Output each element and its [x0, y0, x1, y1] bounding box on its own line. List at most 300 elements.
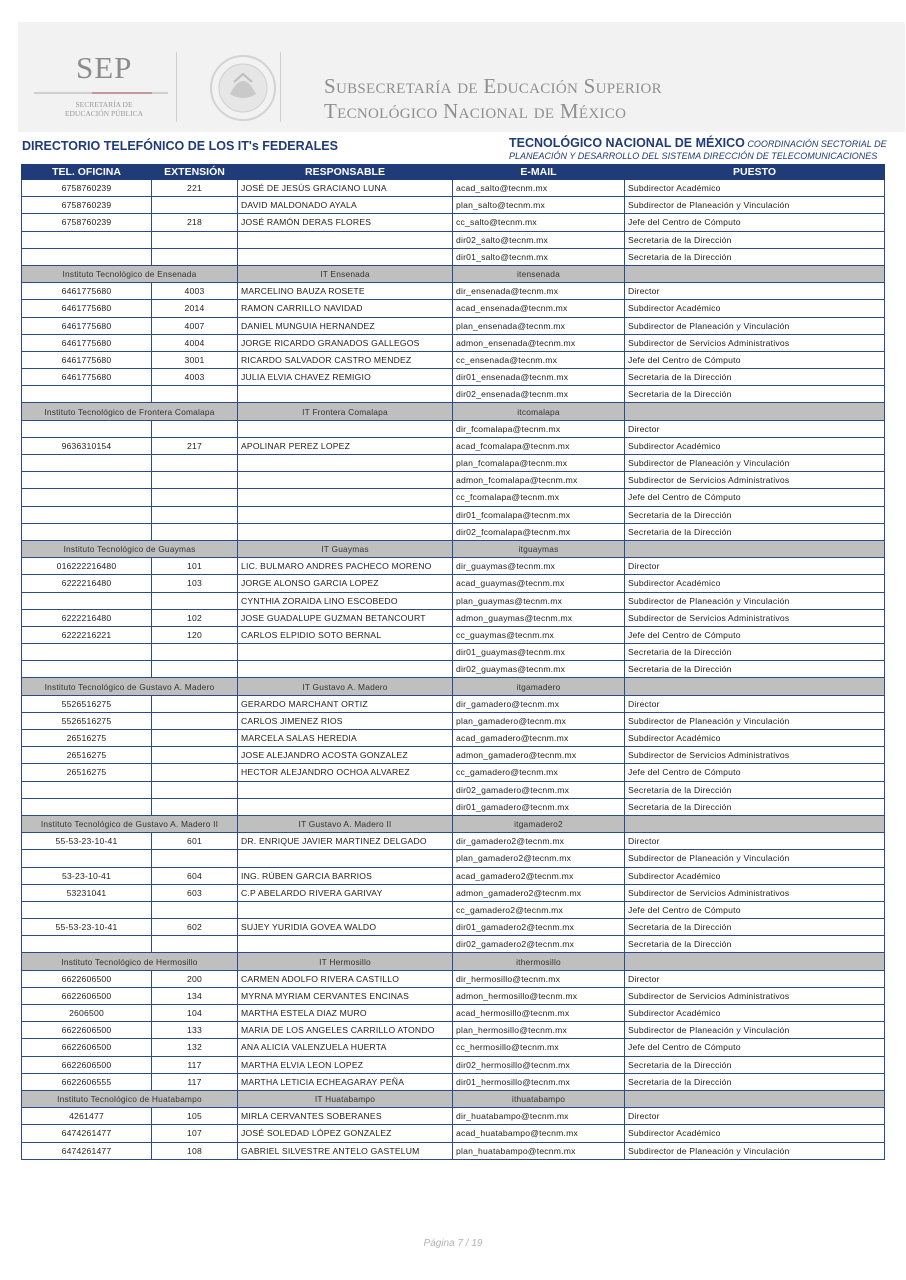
- cell-ext: 4003: [152, 369, 238, 386]
- table-row: [22, 712, 885, 729]
- col-header-email: E-MAIL: [453, 165, 625, 180]
- cell-tel: [22, 420, 152, 437]
- cell-email: dir01_fcomalapa@tecnm.mx: [453, 506, 625, 523]
- cell-email: dir_ensenada@tecnm.mx: [453, 283, 625, 300]
- cell-ext: 104: [152, 1005, 238, 1022]
- cell-puesto: Director: [625, 283, 885, 300]
- organization-block: [509, 137, 889, 162]
- institute-empty-cell: [625, 265, 885, 282]
- cell-puesto: Director: [625, 558, 885, 575]
- header-banner: [18, 22, 905, 132]
- cell-puesto: Subdirector Académico: [625, 1125, 885, 1142]
- table-body: [22, 180, 885, 1160]
- cell-email: dir02_guaymas@tecnm.mx: [453, 661, 625, 678]
- cell-puesto: Jefe del Centro de Cómputo: [625, 214, 885, 231]
- cell-tel: 6622606555: [22, 1073, 152, 1090]
- cell-responsable: CARMEN ADOLFO RIVERA CASTILLO: [238, 970, 453, 987]
- cell-responsable: MARTHA ELVIA LEON LOPEZ: [238, 1056, 453, 1073]
- table-row: [22, 248, 885, 265]
- col-header-responsable: RESPONSABLE: [238, 165, 453, 180]
- cell-email: admon_guaymas@tecnm.mx: [453, 609, 625, 626]
- table-row: [22, 283, 885, 300]
- table-row: [22, 867, 885, 884]
- cell-puesto: Secretaria de la Dirección: [625, 386, 885, 403]
- cell-puesto: Subdirector de Planeación y Vinculación: [625, 197, 885, 214]
- cell-responsable: JORGE RICARDO GRANADOS GALLEGOS: [238, 334, 453, 351]
- institute-it-name: IT Huatabampo: [238, 1090, 453, 1107]
- institute-name: Instituto Tecnológico de Gustavo A. Madero II: [22, 815, 238, 832]
- cell-responsable: JORGE ALONSO GARCIA LOPEZ: [238, 575, 453, 592]
- institute-header-row: [22, 953, 885, 970]
- cell-ext: 217: [152, 437, 238, 454]
- cell-ext: 134: [152, 987, 238, 1004]
- cell-ext: [152, 695, 238, 712]
- sep-logo-rule-accent: [92, 92, 152, 94]
- cell-email: admon_hermosillo@tecnm.mx: [453, 987, 625, 1004]
- cell-ext: 117: [152, 1073, 238, 1090]
- cell-tel: 6622606500: [22, 1056, 152, 1073]
- cell-responsable: [238, 386, 453, 403]
- cell-tel: [22, 798, 152, 815]
- cell-responsable: JOSÉ RAMÓN DERAS FLORES: [238, 214, 453, 231]
- cell-tel: 53-23-10-41: [22, 867, 152, 884]
- cell-tel: 26516275: [22, 730, 152, 747]
- col-header-tel: TEL. OFICINA: [22, 165, 152, 180]
- cell-ext: [152, 901, 238, 918]
- cell-tel: 2606500: [22, 1005, 152, 1022]
- cell-email: dir_guaymas@tecnm.mx: [453, 558, 625, 575]
- subsecretaria-line2: Tecnológico Nacional de México: [324, 99, 627, 123]
- cell-email: admon_gamadero@tecnm.mx: [453, 747, 625, 764]
- cell-ext: [152, 489, 238, 506]
- institute-empty-cell: [625, 1090, 885, 1107]
- institute-header-row: [22, 540, 885, 557]
- cell-ext: 218: [152, 214, 238, 231]
- cell-responsable: [238, 644, 453, 661]
- institute-empty-cell: [625, 403, 885, 420]
- sep-logo-sub-line1: SECRETARÍA DE: [75, 100, 133, 109]
- institute-code: itgamadero2: [453, 815, 625, 832]
- table-row: [22, 1125, 885, 1142]
- cell-responsable: [238, 420, 453, 437]
- table-row: [22, 987, 885, 1004]
- cell-tel: 55-53-23-10-41: [22, 919, 152, 936]
- cell-tel: 6461775680: [22, 334, 152, 351]
- cell-tel: 6758760239: [22, 197, 152, 214]
- cell-puesto: Secretaria de la Dirección: [625, 1073, 885, 1090]
- cell-tel: [22, 506, 152, 523]
- cell-ext: 108: [152, 1142, 238, 1159]
- cell-email: dir02_ensenada@tecnm.mx: [453, 386, 625, 403]
- cell-email: cc_salto@tecnm.mx: [453, 214, 625, 231]
- cell-responsable: JOSE ALEJANDRO ACOSTA GONZALEZ: [238, 747, 453, 764]
- cell-responsable: CARLOS ELPIDIO SOTO BERNAL: [238, 626, 453, 643]
- institute-name: Instituto Tecnológico de Guaymas: [22, 540, 238, 557]
- cell-responsable: [238, 455, 453, 472]
- institute-name: Instituto Tecnológico de Huatabampo: [22, 1090, 238, 1107]
- cell-responsable: GERARDO MARCHANT ORTIZ: [238, 695, 453, 712]
- cell-puesto: Director: [625, 833, 885, 850]
- cell-responsable: [238, 781, 453, 798]
- cell-puesto: Jefe del Centro de Cómputo: [625, 351, 885, 368]
- cell-puesto: Subdirector de Planeación y Vinculación: [625, 712, 885, 729]
- cell-email: dir01_gamadero@tecnm.mx: [453, 798, 625, 815]
- cell-responsable: MARCELINO BAUZA ROSETE: [238, 283, 453, 300]
- title-divider: [280, 52, 281, 122]
- cell-puesto: Secretaria de la Dirección: [625, 798, 885, 815]
- cell-email: cc_guaymas@tecnm.mx: [453, 626, 625, 643]
- institute-header-row: [22, 265, 885, 282]
- cell-ext: [152, 644, 238, 661]
- cell-ext: [152, 764, 238, 781]
- cell-email: dir02_hermosillo@tecnm.mx: [453, 1056, 625, 1073]
- table-row: [22, 644, 885, 661]
- cell-puesto: Subdirector Académico: [625, 867, 885, 884]
- col-header-puesto: PUESTO: [625, 165, 885, 180]
- cell-email: acad_ensenada@tecnm.mx: [453, 300, 625, 317]
- table-row: [22, 558, 885, 575]
- cell-responsable: MARIA DE LOS ANGELES CARRILLO ATONDO: [238, 1022, 453, 1039]
- table-row: [22, 1039, 885, 1056]
- cell-ext: 4007: [152, 317, 238, 334]
- cell-puesto: Subdirector de Servicios Administrativos: [625, 334, 885, 351]
- cell-puesto: Subdirector Académico: [625, 1005, 885, 1022]
- cell-tel: [22, 455, 152, 472]
- subsecretaria-line1: Subsecretaría de Educación Superior: [324, 74, 662, 98]
- table-row: [22, 420, 885, 437]
- cell-ext: [152, 455, 238, 472]
- table-row: [22, 919, 885, 936]
- cell-responsable: [238, 489, 453, 506]
- cell-tel: 6461775680: [22, 369, 152, 386]
- cell-email: plan_huatabampo@tecnm.mx: [453, 1142, 625, 1159]
- cell-ext: 117: [152, 1056, 238, 1073]
- sep-logo-sub-line2: EDUCACIÓN PÚBLICA: [64, 109, 144, 118]
- institute-header-row: [22, 1090, 885, 1107]
- cell-tel: 6622606500: [22, 987, 152, 1004]
- cell-responsable: DANIEL MUNGUIA HERNANDEZ: [238, 317, 453, 334]
- cell-puesto: Secretaria de la Dirección: [625, 248, 885, 265]
- cell-puesto: Secretaria de la Dirección: [625, 781, 885, 798]
- cell-email: plan_hermosillo@tecnm.mx: [453, 1022, 625, 1039]
- cell-tel: [22, 592, 152, 609]
- cell-tel: [22, 472, 152, 489]
- institute-code: itgamadero: [453, 678, 625, 695]
- cell-tel: 016222216480: [22, 558, 152, 575]
- table-row: [22, 901, 885, 918]
- cell-responsable: [238, 472, 453, 489]
- table-row: [22, 575, 885, 592]
- institute-empty-cell: [625, 815, 885, 832]
- table-row: [22, 833, 885, 850]
- cell-responsable: [238, 248, 453, 265]
- cell-ext: 103: [152, 575, 238, 592]
- org-sub-line1: COORDINACIÓN SECTORIAL DE: [747, 139, 887, 149]
- cell-email: acad_gamadero@tecnm.mx: [453, 730, 625, 747]
- institute-header-row: [22, 403, 885, 420]
- institute-it-name: IT Ensenada: [238, 265, 453, 282]
- cell-email: dir_gamadero2@tecnm.mx: [453, 833, 625, 850]
- table-row: [22, 798, 885, 815]
- cell-email: dir01_gamadero2@tecnm.mx: [453, 919, 625, 936]
- table-row: [22, 317, 885, 334]
- sep-logo-subtitle: [54, 100, 154, 118]
- cell-responsable: GABRIEL SILVESTRE ANTELO GASTELUM: [238, 1142, 453, 1159]
- table-row: [22, 300, 885, 317]
- cell-tel: 6222216221: [22, 626, 152, 643]
- cell-email: dir01_salto@tecnm.mx: [453, 248, 625, 265]
- cell-responsable: RICARDO SALVADOR CASTRO MENDEZ: [238, 351, 453, 368]
- institute-it-name: IT Frontera Comalapa: [238, 403, 453, 420]
- cell-puesto: Subdirector de Servicios Administrativos: [625, 987, 885, 1004]
- cell-puesto: Subdirector de Planeación y Vinculación: [625, 1142, 885, 1159]
- cell-responsable: RAMON CARRILLO NAVIDAD: [238, 300, 453, 317]
- cell-responsable: LIC. BULMARO ANDRES PACHECO MORENO: [238, 558, 453, 575]
- cell-puesto: Secretaria de la Dirección: [625, 936, 885, 953]
- cell-ext: [152, 248, 238, 265]
- table-row: [22, 1108, 885, 1125]
- cell-puesto: Secretaria de la Dirección: [625, 231, 885, 248]
- cell-ext: 2014: [152, 300, 238, 317]
- cell-email: cc_fcomalapa@tecnm.mx: [453, 489, 625, 506]
- cell-tel: [22, 489, 152, 506]
- cell-puesto: Jefe del Centro de Cómputo: [625, 764, 885, 781]
- cell-ext: [152, 661, 238, 678]
- logo-divider: [176, 52, 177, 122]
- table-row: [22, 489, 885, 506]
- org-sub-line2: PLANEACIÓN Y DESARROLLO DEL SISTEMA DIRECCIÓN DE TELECOMUNICACIONES: [509, 151, 878, 161]
- cell-ext: 604: [152, 867, 238, 884]
- table-row: [22, 506, 885, 523]
- col-header-ext: EXTENSIÓN: [152, 165, 238, 180]
- cell-puesto: Subdirector Académico: [625, 437, 885, 454]
- table-row: [22, 523, 885, 540]
- national-seal-icon: [208, 48, 278, 128]
- cell-tel: [22, 781, 152, 798]
- cell-tel: [22, 523, 152, 540]
- table-row: [22, 970, 885, 987]
- cell-email: admon_gamadero2@tecnm.mx: [453, 884, 625, 901]
- table-row: [22, 695, 885, 712]
- cell-tel: 6758760239: [22, 180, 152, 197]
- cell-tel: 5526516275: [22, 695, 152, 712]
- cell-tel: [22, 850, 152, 867]
- cell-email: dir01_hermosillo@tecnm.mx: [453, 1073, 625, 1090]
- institute-code: ithuatabampo: [453, 1090, 625, 1107]
- cell-responsable: JULIA ELVIA CHAVEZ REMIGIO: [238, 369, 453, 386]
- org-name: TECNOLÓGICO NACIONAL DE MÉXICO: [509, 136, 745, 150]
- cell-puesto: Subdirector de Planeación y Vinculación: [625, 317, 885, 334]
- table-row: [22, 1022, 885, 1039]
- cell-tel: 4261477: [22, 1108, 152, 1125]
- cell-responsable: [238, 506, 453, 523]
- cell-tel: 6461775680: [22, 283, 152, 300]
- institute-code: itensenada: [453, 265, 625, 282]
- table-row: [22, 884, 885, 901]
- table-row: [22, 1056, 885, 1073]
- cell-email: acad_hermosillo@tecnm.mx: [453, 1005, 625, 1022]
- cell-puesto: Subdirector de Servicios Administrativos: [625, 884, 885, 901]
- cell-puesto: Subdirector de Planeación y Vinculación: [625, 455, 885, 472]
- cell-puesto: Secretaria de la Dirección: [625, 369, 885, 386]
- cell-ext: [152, 197, 238, 214]
- cell-responsable: [238, 231, 453, 248]
- cell-puesto: Subdirector de Servicios Administrativos: [625, 609, 885, 626]
- cell-ext: 105: [152, 1108, 238, 1125]
- cell-puesto: Subdirector Académico: [625, 730, 885, 747]
- cell-email: plan_gamadero@tecnm.mx: [453, 712, 625, 729]
- cell-puesto: Subdirector de Planeación y Vinculación: [625, 850, 885, 867]
- cell-email: cc_ensenada@tecnm.mx: [453, 351, 625, 368]
- cell-puesto: Jefe del Centro de Cómputo: [625, 489, 885, 506]
- cell-puesto: Subdirector de Planeación y Vinculación: [625, 592, 885, 609]
- cell-email: dir_fcomalapa@tecnm.mx: [453, 420, 625, 437]
- cell-tel: 55-53-23-10-41: [22, 833, 152, 850]
- cell-tel: 6622606500: [22, 970, 152, 987]
- cell-responsable: ING. RÚBEN GARCIA BARRIOS: [238, 867, 453, 884]
- institute-name: Instituto Tecnológico de Hermosillo: [22, 953, 238, 970]
- cell-responsable: ANA ALICIA VALENZUELA HUERTA: [238, 1039, 453, 1056]
- cell-email: dir01_ensenada@tecnm.mx: [453, 369, 625, 386]
- table-header-row: [22, 165, 885, 180]
- cell-email: acad_salto@tecnm.mx: [453, 180, 625, 197]
- cell-email: dir01_guaymas@tecnm.mx: [453, 644, 625, 661]
- cell-tel: 6461775680: [22, 351, 152, 368]
- cell-ext: 200: [152, 970, 238, 987]
- cell-tel: 6461775680: [22, 300, 152, 317]
- institute-name: Instituto Tecnológico de Ensenada: [22, 265, 238, 282]
- cell-email: acad_fcomalapa@tecnm.mx: [453, 437, 625, 454]
- cell-ext: [152, 936, 238, 953]
- cell-tel: 9636310154: [22, 437, 152, 454]
- cell-tel: [22, 248, 152, 265]
- cell-puesto: Subdirector de Servicios Administrativos: [625, 747, 885, 764]
- cell-responsable: MYRNA MYRIAM CERVANTES ENCINAS: [238, 987, 453, 1004]
- cell-puesto: Subdirector Académico: [625, 575, 885, 592]
- cell-email: acad_huatabampo@tecnm.mx: [453, 1125, 625, 1142]
- cell-puesto: Secretaria de la Dirección: [625, 1056, 885, 1073]
- cell-ext: [152, 592, 238, 609]
- cell-puesto: Secretaria de la Dirección: [625, 506, 885, 523]
- table-row: [22, 1005, 885, 1022]
- institute-it-name: IT Gustavo A. Madero II: [238, 815, 453, 832]
- cell-tel: 6461775680: [22, 317, 152, 334]
- cell-ext: 601: [152, 833, 238, 850]
- cell-email: dir02_gamadero@tecnm.mx: [453, 781, 625, 798]
- cell-ext: 101: [152, 558, 238, 575]
- cell-responsable: DAVID MALDONADO AYALA: [238, 197, 453, 214]
- subsecretaria-title: [324, 74, 662, 124]
- cell-responsable: HECTOR ALEJANDRO OCHOA ALVAREZ: [238, 764, 453, 781]
- cell-ext: [152, 850, 238, 867]
- cell-tel: 26516275: [22, 747, 152, 764]
- table-row: [22, 661, 885, 678]
- cell-email: plan_salto@tecnm.mx: [453, 197, 625, 214]
- table-row: [22, 197, 885, 214]
- cell-email: dir02_gamadero2@tecnm.mx: [453, 936, 625, 953]
- cell-email: admon_ensenada@tecnm.mx: [453, 334, 625, 351]
- cell-tel: 6622606500: [22, 1039, 152, 1056]
- cell-ext: [152, 747, 238, 764]
- cell-ext: 4003: [152, 283, 238, 300]
- institute-code: itcomalapa: [453, 403, 625, 420]
- cell-ext: 602: [152, 919, 238, 936]
- cell-tel: 6474261477: [22, 1142, 152, 1159]
- cell-responsable: MARCELA SALAS HEREDIA: [238, 730, 453, 747]
- cell-email: acad_guaymas@tecnm.mx: [453, 575, 625, 592]
- cell-tel: 6622606500: [22, 1022, 152, 1039]
- cell-puesto: Secretaria de la Dirección: [625, 644, 885, 661]
- table-row: [22, 1142, 885, 1159]
- institute-it-name: IT Gustavo A. Madero: [238, 678, 453, 695]
- table-row: [22, 437, 885, 454]
- cell-ext: 3001: [152, 351, 238, 368]
- cell-responsable: JOSE GUADALUPE GUZMAN BETANCOURT: [238, 609, 453, 626]
- cell-puesto: Subdirector de Planeación y Vinculación: [625, 1022, 885, 1039]
- cell-responsable: DR. ENRIQUE JAVIER MARTINEZ DELGADO: [238, 833, 453, 850]
- cell-tel: [22, 386, 152, 403]
- cell-ext: [152, 386, 238, 403]
- table-row: [22, 764, 885, 781]
- institute-empty-cell: [625, 540, 885, 557]
- cell-puesto: Jefe del Centro de Cómputo: [625, 626, 885, 643]
- document-title: DIRECTORIO TELEFÓNICO DE LOS IT's FEDERALES: [22, 139, 338, 153]
- cell-puesto: Subdirector Académico: [625, 300, 885, 317]
- cell-ext: [152, 781, 238, 798]
- sep-logo-text: SEP: [76, 50, 133, 85]
- cell-puesto: Secretaria de la Dirección: [625, 661, 885, 678]
- cell-responsable: SUJEY YURIDIA GOVEA WALDO: [238, 919, 453, 936]
- cell-puesto: Director: [625, 1108, 885, 1125]
- cell-ext: 221: [152, 180, 238, 197]
- cell-tel: 53231041: [22, 884, 152, 901]
- table-row: [22, 781, 885, 798]
- cell-ext: [152, 730, 238, 747]
- table-row: [22, 747, 885, 764]
- cell-tel: [22, 231, 152, 248]
- table-row: [22, 180, 885, 197]
- cell-puesto: Director: [625, 695, 885, 712]
- cell-puesto: Subdirector de Servicios Administrativos: [625, 472, 885, 489]
- cell-responsable: [238, 661, 453, 678]
- cell-email: dir_gamadero@tecnm.mx: [453, 695, 625, 712]
- cell-email: acad_gamadero2@tecnm.mx: [453, 867, 625, 884]
- cell-email: dir02_salto@tecnm.mx: [453, 231, 625, 248]
- cell-puesto: Director: [625, 970, 885, 987]
- cell-responsable: [238, 523, 453, 540]
- institute-name: Instituto Tecnológico de Gustavo A. Madero: [22, 678, 238, 695]
- cell-ext: 107: [152, 1125, 238, 1142]
- cell-tel: [22, 644, 152, 661]
- table-row: [22, 592, 885, 609]
- cell-email: dir_huatabampo@tecnm.mx: [453, 1108, 625, 1125]
- cell-email: dir02_fcomalapa@tecnm.mx: [453, 523, 625, 540]
- institute-name: Instituto Tecnológico de Frontera Comalapa: [22, 403, 238, 420]
- cell-ext: [152, 231, 238, 248]
- cell-puesto: Jefe del Centro de Cómputo: [625, 901, 885, 918]
- cell-ext: 120: [152, 626, 238, 643]
- table-row: [22, 351, 885, 368]
- cell-ext: [152, 798, 238, 815]
- institute-empty-cell: [625, 953, 885, 970]
- cell-email: cc_gamadero2@tecnm.mx: [453, 901, 625, 918]
- cell-responsable: APOLINAR PEREZ LOPEZ: [238, 437, 453, 454]
- cell-responsable: [238, 798, 453, 815]
- directory-table: [21, 164, 885, 1160]
- table-row: [22, 472, 885, 489]
- cell-responsable: [238, 936, 453, 953]
- cell-responsable: CYNTHIA ZORAIDA LINO ESCOBEDO: [238, 592, 453, 609]
